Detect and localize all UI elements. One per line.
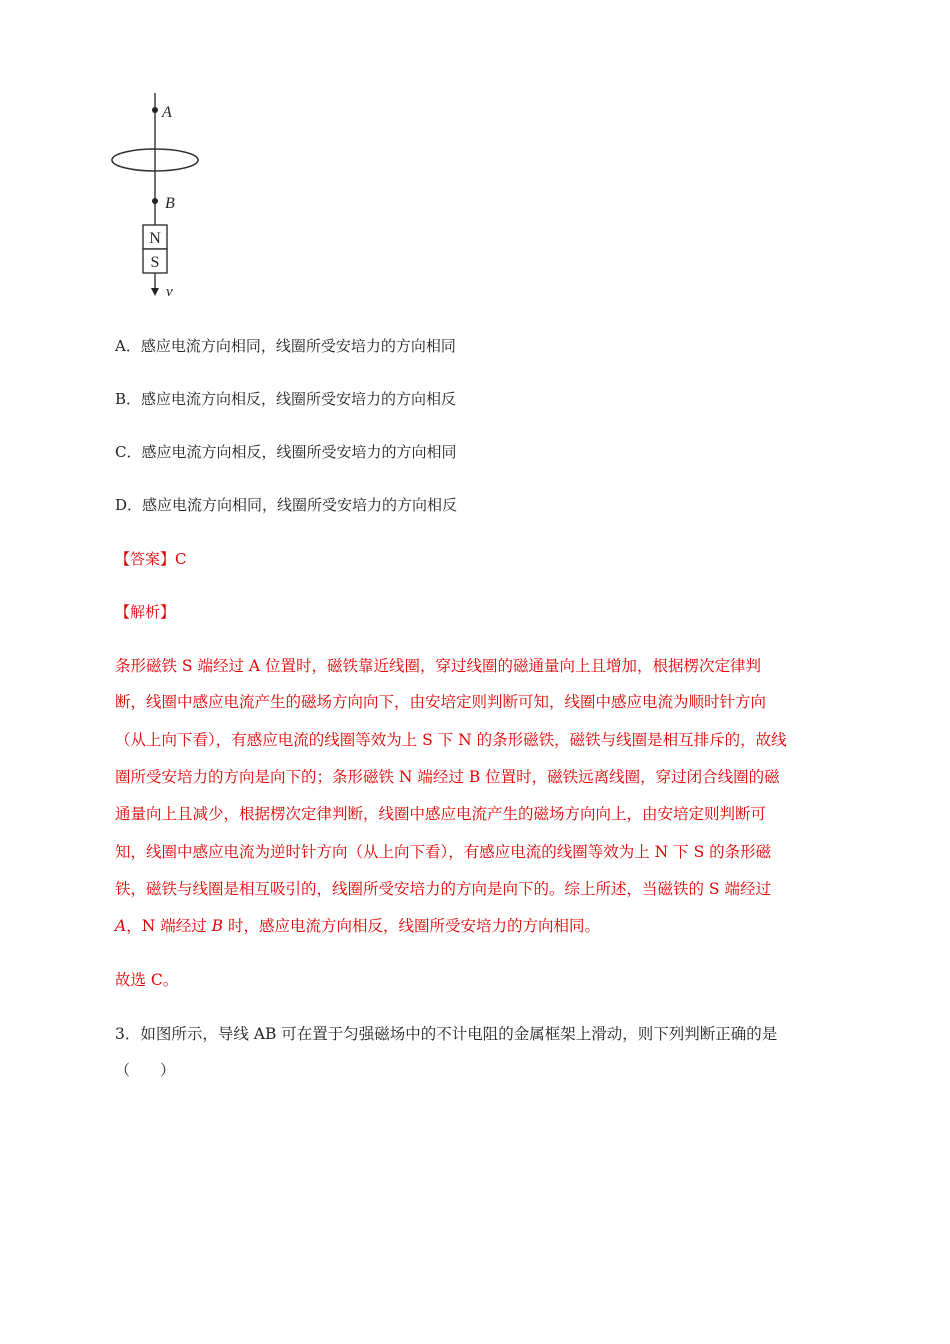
option-c-letter: C． — [115, 443, 142, 461]
analysis-point-a: A — [115, 917, 127, 935]
option-d-text: 感应电流方向相同，线圈所受安培力的方向相反 — [142, 496, 458, 514]
point-a-dot — [152, 107, 158, 113]
analysis-line-2: 断，线圈中感应电流产生的磁场方向向下，由安培定则判断可知，线圈中感应电流为顺时针方向 — [115, 693, 767, 711]
velocity-label: v — [166, 284, 173, 300]
option-d — [115, 495, 457, 515]
answer-value: C — [175, 550, 187, 568]
point-b-label: B — [165, 195, 175, 212]
option-b — [115, 389, 456, 409]
option-d-letter: D． — [115, 496, 143, 514]
analysis-line-1: 条形磁铁 S 端经过 A 位置时，磁铁靠近线圈，穿过线圈的磁通量向上且增加，根据楞次定律判 — [115, 657, 762, 675]
answer-line — [115, 549, 187, 569]
option-c-text: 感应电流方向相反，线圈所受安培力的方向相同 — [141, 443, 457, 461]
option-a — [115, 336, 456, 356]
option-a-text: 感应电流方向相同，线圈所受安培力的方向相同 — [140, 337, 456, 355]
analysis-tag: 【解析】 — [115, 603, 176, 621]
analysis-point-b: B — [211, 917, 224, 935]
analysis-text-1: ，N 端经过 — [126, 917, 212, 935]
magnet-n-label: N — [149, 230, 161, 247]
point-b-dot — [152, 198, 158, 204]
analysis-text-2: 时，感应电流方向相反，线圈所受安培力的方向相同。 — [223, 917, 600, 935]
magnet-s-label: S — [150, 254, 160, 271]
analysis-line-3: （从上向下看），有感应电流的线圈等效为上 S 下 N 的条形磁铁，磁铁与线圈是相互排斥的，故线 — [115, 731, 787, 749]
analysis-line-5: 通量向上且减少，根据楞次定律判断，线圈中感应电流产生的磁场方向向上，由安培定则判断可 — [115, 805, 767, 823]
analysis-line-7: 铁，磁铁与线圈是相互吸引的，线圈所受安培力的方向是向下的。综上所述，当磁铁的 S 端经过 — [115, 880, 771, 898]
analysis-line-8 — [115, 916, 600, 936]
analysis-line-4: 圈所受安培力的方向是向下的；条形磁铁 N 端经过 B 位置时，磁铁远离线圈，穿过闭合线圈的磁 — [115, 768, 780, 786]
velocity-arrowhead — [151, 288, 159, 296]
magnet-coil-figure — [100, 88, 230, 303]
option-b-text: 感应电流方向相反，线圈所受安培力的方向相反 — [141, 390, 457, 408]
analysis-line-6: 知，线圈中感应电流为逆时针方向（从上向下看），有感应电流的线圈等效为上 N 下 S 的条形磁 — [115, 843, 772, 861]
option-b-letter: B． — [115, 390, 142, 408]
question-3-line-1: 3．如图所示，导线 AB 可在置于匀强磁场中的不计电阻的金属框架上滑动，则下列判断正确的是 — [115, 1025, 778, 1043]
question-3-line-2: （ ） — [115, 1061, 176, 1079]
point-a-label: A — [162, 104, 172, 121]
option-c — [115, 442, 457, 462]
conclusion: 故选 C。 — [115, 971, 179, 989]
option-a-letter: A． — [115, 337, 141, 355]
answer-tag: 【答案】 — [115, 550, 176, 568]
